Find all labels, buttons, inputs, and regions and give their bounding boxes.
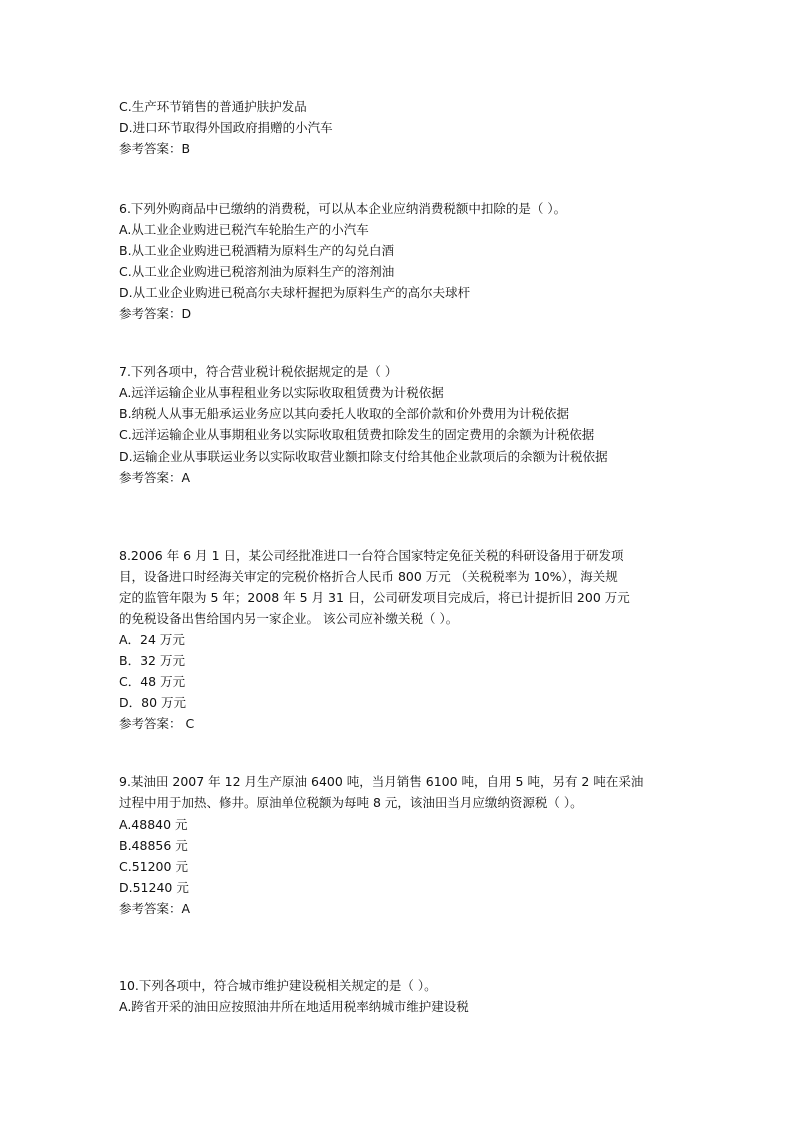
- option-a: A．24 万元: [119, 632, 185, 647]
- answer-line: 参考答案：A: [119, 470, 191, 485]
- question-10-stem: 10.下列各项中，符合城市维护建设税相关规定的是（ ）。: [119, 978, 437, 993]
- question-8-stem-line-1: 8.2006 年 6 月 1 日，某公司经批准进口一台符合国家特定免征关税的科研设备用于研发项: [119, 548, 624, 563]
- option-c: C.生产环节销售的普通护肤护发品: [119, 99, 307, 114]
- question-9-stem-line-2: 过程中用于加热、修井。原油单位税额为每吨 8 元，该油田当月应缴纳资源税（ ）。: [119, 795, 583, 810]
- option-c: C.远洋运输企业从事期租业务以实际收取租赁费扣除发生的固定费用的余额为计税依据: [119, 427, 595, 442]
- option-d: D.51240 元: [119, 880, 189, 895]
- option-b: B.纳税人从事无船承运业务应以其向委托人收取的全部价款和价外费用为计税依据: [119, 406, 570, 421]
- option-d: D.进口环节取得外国政府捐赠的小汽车: [119, 120, 333, 135]
- option-c: C．48 万元: [119, 674, 186, 689]
- option-a: A.远洋运输企业从事程租业务以实际收取租赁费为计税依据: [119, 385, 444, 400]
- option-a: A.跨省开采的油田应按照油井所在地适用税率纳城市维护建设税: [119, 999, 469, 1014]
- answer-line: 参考答案：B: [119, 141, 191, 156]
- question-6-stem: 6.下列外购商品中已缴纳的消费税，可以从本企业应纳消费税额中扣除的是（ ）。: [119, 201, 567, 216]
- answer-line: 参考答案：D: [119, 306, 192, 321]
- option-c: C.51200 元: [119, 859, 188, 874]
- option-a: A.从工业企业购进已税汽车轮胎生产的小汽车: [119, 222, 369, 237]
- answer-line: 参考答案：A: [119, 901, 191, 916]
- option-d: D.运输企业从事联运业务以实际收取营业额扣除支付给其他企业款项后的余额为计税依据: [119, 449, 608, 464]
- answer-line: 参考答案： C: [119, 716, 195, 731]
- option-a: A.48840 元: [119, 817, 188, 832]
- option-b: B.从工业企业购进已税酒精为原料生产的勾兑白酒: [119, 243, 395, 258]
- question-9-stem-line-1: 9.某油田 2007 年 12 月生产原油 6400 吨，当月销售 6100 吨，自用 5 吨，另有 2 吨在采油: [119, 774, 644, 789]
- option-d: D．80 万元: [119, 695, 187, 710]
- question-8-stem-line-2: 目，设备进口时经海关审定的完税价格折合人民币 800 万元 （关税税率为 10%），海关规: [119, 569, 618, 584]
- option-b: B．32 万元: [119, 653, 185, 668]
- question-7-stem: 7.下列各项中，符合营业税计税依据规定的是（ ）: [119, 364, 398, 379]
- option-d: D.从工业企业购进已税高尔夫球杆握把为原料生产的高尔夫球杆: [119, 285, 471, 300]
- option-c: C.从工业企业购进已税溶剂油为原料生产的溶剂油: [119, 264, 395, 279]
- question-8-stem-line-4: 的免税设备出售给国内另一家企业。 该公司应补缴关税（ ）。: [119, 611, 459, 626]
- question-8-stem-line-3: 定的监管年限为 5 年；2008 年 5 月 31 日，公司研发项目完成后，将已计提折旧 200 万元: [119, 590, 630, 605]
- option-b: B.48856 元: [119, 838, 188, 853]
